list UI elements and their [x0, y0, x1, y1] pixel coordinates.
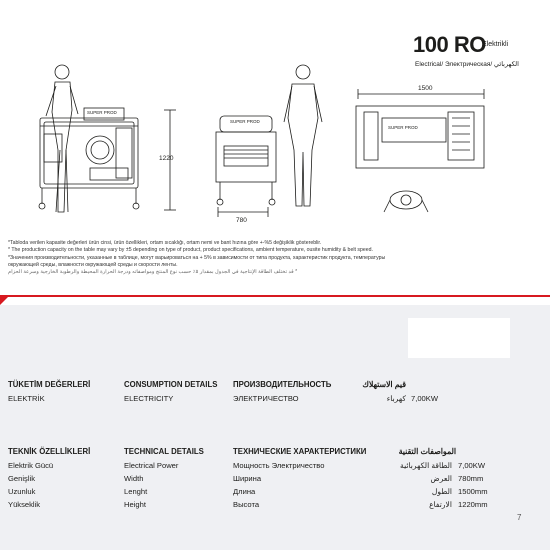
note-tr: *Tabloda verilen kapasite değerleri ürün cinsi, ürün özellikleri, ortam sıcaklığı, ortam nemi ve bant hızına göre +-%5 değişiklik göstereblir.	[8, 240, 322, 246]
red-band	[0, 295, 550, 305]
white-label-box	[408, 318, 510, 358]
tech-row-value: 780mm	[458, 474, 484, 483]
length-dimension-label: 1500	[418, 85, 433, 92]
tech-row-en: Lenght	[124, 487, 148, 496]
page-number: 7	[517, 513, 522, 522]
tech-row-ru: Длина	[233, 487, 256, 496]
model-subtitle: Elektrikli	[482, 41, 509, 48]
consumption-ru: ЭЛЕКТРИЧЕСТВО	[233, 394, 299, 403]
tech-row-en: Electrical Power	[124, 461, 179, 470]
technical-header-tr: TEKNİK ÖZELLİKLERİ	[8, 447, 91, 456]
machine-side-label: SUPER PROD	[87, 110, 117, 115]
tech-row-en: Height	[124, 500, 146, 509]
person-figure-front	[284, 65, 322, 206]
width-dimension-label: 780	[236, 217, 247, 224]
consumption-header-en: CONSUMPTION DETAILS	[124, 380, 218, 389]
technical-header-ar: المواصفات التقنية	[398, 447, 456, 456]
tech-row-ru: Мощность Электричество	[233, 461, 325, 470]
tech-row-ar: العرض	[430, 474, 452, 483]
width-dimension	[218, 207, 268, 217]
consumption-header-ar: قيم الاستهلاك	[362, 380, 406, 389]
machine-top-label: SUPER PROD	[388, 125, 418, 130]
tech-row-ar: الطول	[431, 487, 452, 496]
tech-row-en: Width	[124, 474, 144, 483]
model-variants: Electrical/ Электрическая/ الكهربائي	[415, 61, 519, 68]
model-title: 100 RO	[413, 32, 486, 57]
tech-row-ar: الطاقة الكهربائية	[400, 461, 452, 470]
consumption-header-ru: ПРОИЗВОДИТЕЛЬНОСТЬ	[233, 380, 332, 389]
person-figure-top	[384, 191, 428, 212]
machine-front-view	[216, 116, 276, 205]
tech-row-value: 7,00KW	[458, 461, 486, 470]
tech-row-value: 1500mm	[458, 487, 488, 496]
technical-header-en: TECHNICAL DETAILS	[124, 447, 204, 456]
height-dimension-label: 1220	[159, 155, 174, 162]
note-en: * The production capacity on the table may vary by ±5 depending on type of product, product specifications, ambient temperature, ousite humidity & belt speed.	[8, 247, 373, 254]
tech-row-ru: Ширина	[233, 474, 262, 483]
consumption-ar: كهرباء	[386, 394, 406, 403]
technical-header-ru: ТЕХНИЧЕСКИЕ ХАРАКТЕРИСТИКИ	[233, 447, 367, 456]
tech-row-ar: الارتفاع	[429, 500, 452, 509]
capacity-notes	[8, 240, 493, 276]
consumption-header-tr: TÜKETİM DEĞERLERİ	[8, 380, 91, 389]
consumption-en: ELECTRICITY	[124, 394, 174, 403]
machine-front-label: SUPER PROD	[230, 119, 260, 124]
tech-row-ru: Высота	[233, 500, 260, 509]
consumption-tr: ELEKTRİK	[8, 394, 45, 403]
tech-row-tr: Genişlik	[8, 474, 36, 483]
note-ru-2: окружающей среды, влажности окружающей среды и скорости ленты.	[8, 261, 178, 268]
note-ru-1: *Значения производительности, указанные в таблице, могут варьироваться на + 5% в зависимости от типа продукта, характеристик продукта, температуры	[8, 254, 386, 261]
tech-row-tr: Elektrik Gücü	[8, 461, 54, 470]
tech-row-value: 1220mm	[458, 500, 488, 509]
consumption-value: 7,00KW	[411, 394, 439, 403]
machine-top-view	[356, 106, 484, 168]
tech-row-tr: Yükseklik	[8, 500, 41, 509]
tech-row-tr: Uzunluk	[8, 487, 36, 496]
note-ar: * قد تختلف الطاقة الإنتاجية في الجدول بمقدار ٥٪ حسب نوع المنتج ومواصفاته ودرجة الحرارة المحيطة والرطوبة الخارجية وسرعة الحزام	[8, 269, 298, 276]
